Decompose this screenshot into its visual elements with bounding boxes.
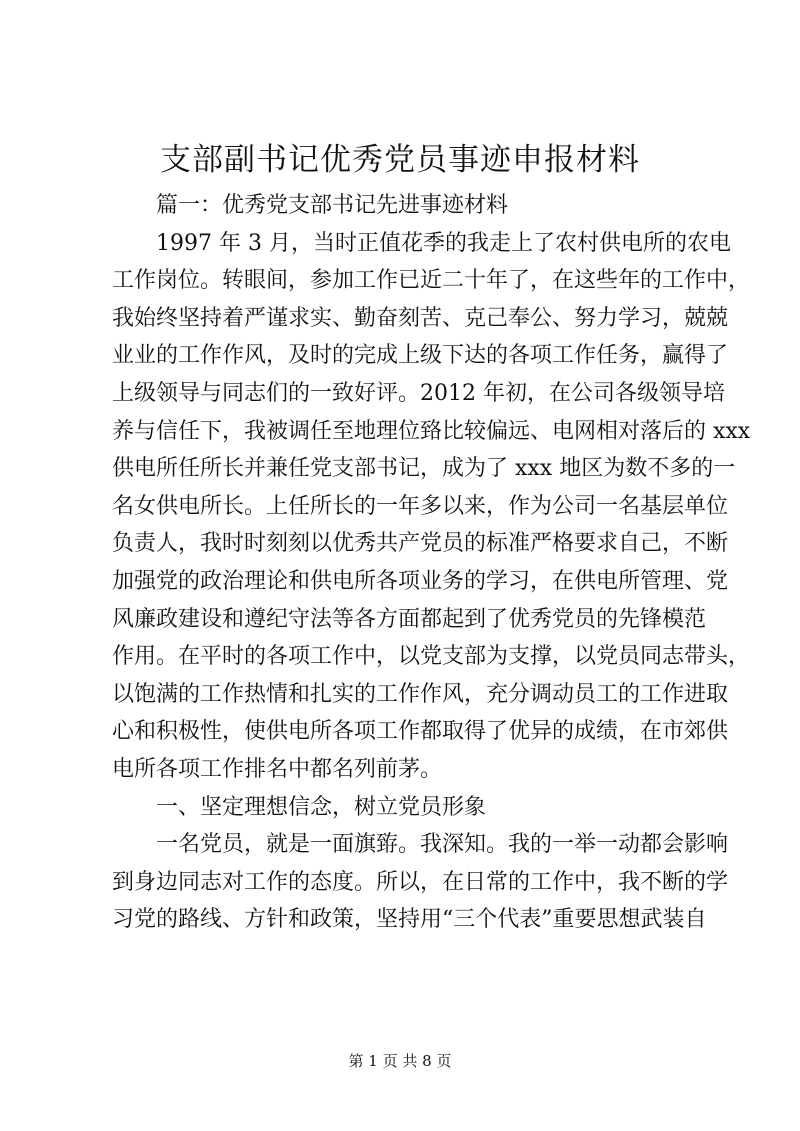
- text-line: 加强党的政治理论和供电所各项业务的学习，在供电所管理、党: [112, 568, 729, 594]
- text-line: 我始终坚持着严谨求实、勤奋刻苦、克己奉公、努力学习，兢兢: [112, 305, 729, 331]
- text-line: 一名党员，就是一面旗臶。我深知。我的一举一动都会影响: [156, 832, 729, 858]
- paragraph-intro: [112, 225, 751, 789]
- document-body: [112, 187, 751, 939]
- text-line: 以饱满的工作热情和扎实的工作作风，充分调动员工的工作进取: [112, 681, 729, 707]
- text-line: 1997 年 3 月，当时正值花季的我走上了农村供电所的农电: [156, 230, 731, 256]
- text-line: 上级领导与同志们的一致好评。2012 年初，在公司各级领导培: [112, 380, 725, 406]
- section-heading: 一、坚定理想信念，树立党员形象: [156, 794, 487, 820]
- paragraph-section-one: [112, 826, 729, 939]
- text-line: 作用。在平时的各项工作中，以党支部为支撑，以党员同志带头，: [112, 644, 751, 670]
- document-title: 支部副书记优秀党员事迹申报材料: [160, 142, 640, 178]
- text-line: 业业的工作作风，及时的完成上级下达的各项工作任务，赢得了: [112, 343, 729, 369]
- text-line: 到身边同志对工作的态度。所以，在日常的工作中，我不断的学: [112, 869, 729, 895]
- text-line: 名女供电所长。上任所长的一年多以来，作为公司一名基层单位: [112, 493, 729, 519]
- text-line: 供电所任所长并兼任党支部书记，成为了 xxx 地区为数不多的一: [112, 456, 736, 482]
- text-line: 养与信任下，我被调任至地理位臵比较偏远、电网相对落后的 xxx: [112, 418, 751, 444]
- text-line: 习党的路线、方针和政策，坚持用“三个代表”重要思想武装自: [112, 907, 707, 933]
- page-footer: 第 1 页 共 8 页: [348, 1052, 452, 1070]
- text-line: 电所各项工作排名中都名列前茅。: [112, 756, 443, 782]
- text-line: 工作岗位。转眼间，参加工作已近二十年了，在这些年的工作中，: [112, 268, 751, 294]
- text-line: 风廉政建设和遵纪守法等各方面都起到了优秀党员的先锋模范: [112, 606, 707, 632]
- text-line: 负责人，我时时刻刻以优秀共产党员的标准严格要求自己，不断: [112, 531, 729, 557]
- text-line: 心和积极性，使供电所各项工作都取得了优异的成绩，在市郊供: [112, 719, 729, 745]
- section-subtitle: 篇一：优秀党支部书记先进事迹材料: [156, 193, 509, 218]
